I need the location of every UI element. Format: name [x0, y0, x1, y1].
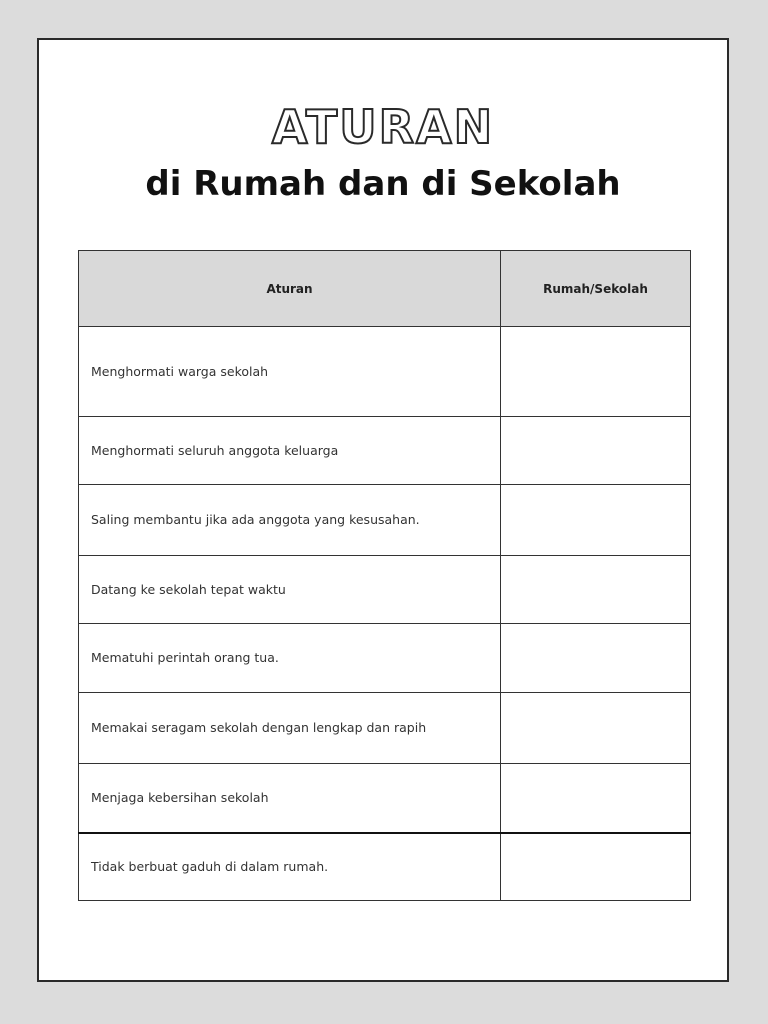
table-row [79, 327, 691, 417]
table-row [79, 556, 691, 624]
table-row [79, 624, 691, 693]
table-header-row [79, 251, 691, 327]
page-title: ATURAN [271, 100, 495, 154]
rule-text: Menghormati warga sekolah [79, 327, 501, 417]
answer-cell[interactable] [501, 417, 691, 485]
answer-cell[interactable] [501, 833, 691, 901]
answer-cell[interactable] [501, 624, 691, 693]
table-row [79, 417, 691, 485]
table-row [79, 693, 691, 764]
rule-text: Saling membantu jika ada anggota yang kesusahan. [79, 485, 501, 556]
table-row [79, 764, 691, 833]
answer-cell[interactable] [501, 327, 691, 417]
answer-cell[interactable] [501, 693, 691, 764]
answer-cell[interactable] [501, 556, 691, 624]
rule-text: Menjaga kebersihan sekolah [79, 764, 501, 833]
table-row [79, 485, 691, 556]
answer-cell[interactable] [501, 764, 691, 833]
rule-text: Memakai seragam sekolah dengan lengkap dan rapih [79, 693, 501, 764]
header-rumah-sekolah: Rumah/Sekolah [501, 251, 691, 327]
table-row [79, 833, 691, 901]
worksheet-page [37, 38, 729, 982]
rule-text: Tidak berbuat gaduh di dalam rumah. [79, 833, 501, 901]
rules-table [78, 250, 691, 901]
rule-text: Mematuhi perintah orang tua. [79, 624, 501, 693]
rule-text: Menghormati seluruh anggota keluarga [79, 417, 501, 485]
header-aturan: Aturan [79, 251, 501, 327]
answer-cell[interactable] [501, 485, 691, 556]
rule-text: Datang ke sekolah tepat waktu [79, 556, 501, 624]
page-subtitle: di Rumah dan di Sekolah [145, 164, 621, 204]
